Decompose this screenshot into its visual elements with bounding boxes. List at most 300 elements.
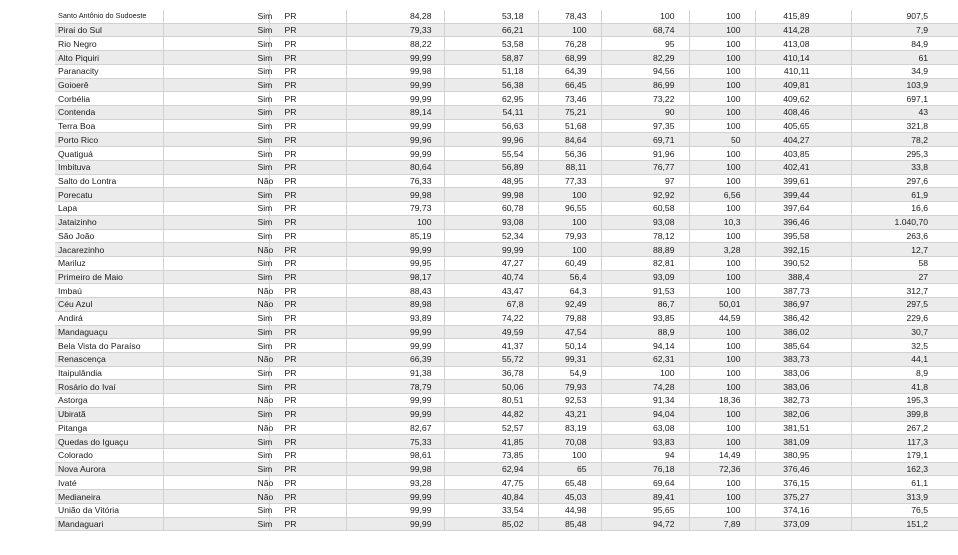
value-cell: 50,06 — [444, 380, 538, 394]
state-cell: PR — [269, 51, 346, 65]
table-row — [55, 380, 958, 394]
value-cell: 100 — [538, 243, 601, 257]
value-cell: 99,98 — [346, 462, 444, 476]
value-cell: 55,54 — [444, 147, 538, 161]
value-cell: 56,38 — [444, 78, 538, 92]
flag-cell: Sim — [163, 407, 269, 421]
value-cell: 697,1 — [851, 92, 958, 106]
value-cell: 297,6 — [851, 174, 958, 188]
value-cell: 86,7 — [601, 298, 689, 312]
value-cell: 405,65 — [755, 119, 851, 133]
value-cell: 409,81 — [755, 78, 851, 92]
state-cell: PR — [269, 270, 346, 284]
value-cell: 97 — [601, 174, 689, 188]
value-cell: 72,36 — [689, 462, 755, 476]
value-cell: 62,31 — [601, 352, 689, 366]
value-cell: 99,99 — [346, 325, 444, 339]
value-cell: 399,61 — [755, 174, 851, 188]
value-cell: 99,99 — [346, 517, 444, 531]
value-cell: 100 — [689, 490, 755, 504]
value-cell: 82,67 — [346, 421, 444, 435]
value-cell: 41,85 — [444, 435, 538, 449]
table-row — [55, 366, 958, 380]
flag-cell: Sim — [163, 256, 269, 270]
value-cell: 100 — [689, 325, 755, 339]
state-cell: PR — [269, 202, 346, 216]
value-cell: 94 — [601, 449, 689, 463]
value-cell: 64,39 — [538, 64, 601, 78]
value-cell: 56,4 — [538, 270, 601, 284]
flag-cell: Sim — [163, 64, 269, 78]
value-cell: 80,64 — [346, 160, 444, 174]
table-row — [55, 476, 958, 490]
value-cell: 51,18 — [444, 64, 538, 78]
value-cell: 62,95 — [444, 92, 538, 106]
value-cell: 76,77 — [601, 160, 689, 174]
value-cell: 383,73 — [755, 352, 851, 366]
table-row — [55, 51, 958, 65]
value-cell: 53,18 — [444, 10, 538, 23]
flag-cell: Não — [163, 174, 269, 188]
state-cell: PR — [269, 503, 346, 517]
value-cell: 90 — [601, 106, 689, 120]
value-cell: 100 — [689, 51, 755, 65]
table-row — [55, 490, 958, 504]
table-row — [55, 421, 958, 435]
value-cell: 100 — [689, 339, 755, 353]
flag-cell: Sim — [163, 160, 269, 174]
value-cell: 383,06 — [755, 366, 851, 380]
table-row — [55, 298, 958, 312]
value-cell: 100 — [689, 284, 755, 298]
value-cell: 7,89 — [689, 517, 755, 531]
table-row — [55, 133, 958, 147]
value-cell: 61,9 — [851, 188, 958, 202]
municipality-name: Mandaguari — [55, 517, 163, 531]
value-cell: 78,79 — [346, 380, 444, 394]
value-cell: 100 — [689, 119, 755, 133]
table-row — [55, 339, 958, 353]
value-cell: 53,58 — [444, 37, 538, 51]
value-cell: 43 — [851, 106, 958, 120]
value-cell: 63,08 — [601, 421, 689, 435]
state-cell: PR — [269, 215, 346, 229]
table-row — [55, 10, 958, 23]
municipality-name: Jataizinho — [55, 215, 163, 229]
value-cell: 73,22 — [601, 92, 689, 106]
value-cell: 75,21 — [538, 106, 601, 120]
value-cell: 390,52 — [755, 256, 851, 270]
value-cell: 399,44 — [755, 188, 851, 202]
value-cell: 100 — [601, 10, 689, 23]
value-cell: 907,5 — [851, 10, 958, 23]
value-cell: 380,95 — [755, 449, 851, 463]
value-cell: 91,38 — [346, 366, 444, 380]
state-cell: PR — [269, 462, 346, 476]
value-cell: 99,99 — [346, 503, 444, 517]
value-cell: 410,11 — [755, 64, 851, 78]
value-cell: 45,03 — [538, 490, 601, 504]
value-cell: 76,28 — [538, 37, 601, 51]
value-cell: 100 — [689, 229, 755, 243]
flag-cell: Não — [163, 284, 269, 298]
value-cell: 94,04 — [601, 407, 689, 421]
municipality-name: Lapa — [55, 202, 163, 216]
value-cell: 47,54 — [538, 325, 601, 339]
value-cell: 386,02 — [755, 325, 851, 339]
value-cell: 91,96 — [601, 147, 689, 161]
value-cell: 8,9 — [851, 366, 958, 380]
table-row — [55, 435, 958, 449]
flag-cell: Sim — [163, 325, 269, 339]
municipality-name: Terra Boa — [55, 119, 163, 133]
table-row — [55, 325, 958, 339]
municipality-name: Céu Azul — [55, 298, 163, 312]
municipality-name: Santo Antônio do Sudoeste — [55, 10, 163, 23]
value-cell: 52,57 — [444, 421, 538, 435]
municipality-name: Quatiguá — [55, 147, 163, 161]
municipality-name: Alto Piquiri — [55, 51, 163, 65]
value-cell: 92,53 — [538, 394, 601, 408]
value-cell: 77,33 — [538, 174, 601, 188]
value-cell: 10,3 — [689, 215, 755, 229]
municipality-name: Corbélia — [55, 92, 163, 106]
flag-cell: Sim — [163, 229, 269, 243]
value-cell: 99,99 — [346, 119, 444, 133]
value-cell: 27 — [851, 270, 958, 284]
state-cell: PR — [269, 23, 346, 37]
flag-cell: Não — [163, 298, 269, 312]
state-cell: PR — [269, 37, 346, 51]
value-cell: 73,46 — [538, 92, 601, 106]
value-cell: 408,46 — [755, 106, 851, 120]
value-cell: 410,14 — [755, 51, 851, 65]
value-cell: 50 — [689, 133, 755, 147]
value-cell: 65 — [538, 462, 601, 476]
municipality-name: Astorga — [55, 394, 163, 408]
value-cell: 397,64 — [755, 202, 851, 216]
flag-cell: Sim — [163, 119, 269, 133]
value-cell: 94,72 — [601, 517, 689, 531]
value-cell: 82,29 — [601, 51, 689, 65]
value-cell: 392,15 — [755, 243, 851, 257]
value-cell: 94,14 — [601, 339, 689, 353]
value-cell: 99,96 — [444, 133, 538, 147]
value-cell: 373,09 — [755, 517, 851, 531]
table-row — [55, 92, 958, 106]
value-cell: 404,27 — [755, 133, 851, 147]
table-row — [55, 64, 958, 78]
state-cell: PR — [269, 284, 346, 298]
value-cell: 375,27 — [755, 490, 851, 504]
table-row — [55, 119, 958, 133]
value-cell: 381,51 — [755, 421, 851, 435]
state-cell: PR — [269, 517, 346, 531]
flag-cell: Sim — [163, 37, 269, 51]
value-cell: 92,92 — [601, 188, 689, 202]
value-cell: 36,78 — [444, 366, 538, 380]
value-cell: 78,43 — [538, 10, 601, 23]
flag-cell: Sim — [163, 92, 269, 106]
table-row — [55, 202, 958, 216]
value-cell: 40,84 — [444, 490, 538, 504]
value-cell: 100 — [689, 160, 755, 174]
value-cell: 388,4 — [755, 270, 851, 284]
flag-cell: Sim — [163, 449, 269, 463]
value-cell: 100 — [689, 407, 755, 421]
value-cell: 100 — [689, 503, 755, 517]
state-cell: PR — [269, 449, 346, 463]
value-cell: 99,99 — [346, 407, 444, 421]
value-cell: 100 — [689, 78, 755, 92]
value-cell: 151,2 — [851, 517, 958, 531]
value-cell: 18,36 — [689, 394, 755, 408]
value-cell: 76,5 — [851, 503, 958, 517]
table-row — [55, 160, 958, 174]
value-cell: 66,39 — [346, 352, 444, 366]
state-cell: PR — [269, 366, 346, 380]
municipality-name: Jacarezinho — [55, 243, 163, 257]
value-cell: 100 — [689, 476, 755, 490]
value-cell: 52,34 — [444, 229, 538, 243]
value-cell: 85,19 — [346, 229, 444, 243]
value-cell: 88,11 — [538, 160, 601, 174]
table-row — [55, 270, 958, 284]
value-cell: 7,9 — [851, 23, 958, 37]
value-cell: 61 — [851, 51, 958, 65]
value-cell: 100 — [689, 380, 755, 394]
municipality-name: Porto Rico — [55, 133, 163, 147]
value-cell: 295,3 — [851, 147, 958, 161]
value-cell: 68,74 — [601, 23, 689, 37]
state-cell: PR — [269, 435, 346, 449]
value-cell: 383,06 — [755, 380, 851, 394]
value-cell: 76,18 — [601, 462, 689, 476]
value-cell: 89,41 — [601, 490, 689, 504]
value-cell: 88,9 — [601, 325, 689, 339]
value-cell: 117,3 — [851, 435, 958, 449]
state-cell: PR — [269, 64, 346, 78]
table-row — [55, 243, 958, 257]
value-cell: 403,85 — [755, 147, 851, 161]
value-cell: 100 — [689, 421, 755, 435]
state-cell: PR — [269, 256, 346, 270]
value-cell: 56,63 — [444, 119, 538, 133]
flag-cell: Sim — [163, 380, 269, 394]
value-cell: 395,58 — [755, 229, 851, 243]
value-cell: 79,93 — [538, 229, 601, 243]
table-row — [55, 407, 958, 421]
value-cell: 32,5 — [851, 339, 958, 353]
flag-cell: Não — [163, 476, 269, 490]
municipality-name: Paranacity — [55, 64, 163, 78]
municipality-name: Porecatu — [55, 188, 163, 202]
value-cell: 85,02 — [444, 517, 538, 531]
municipality-name: União da Vitória — [55, 503, 163, 517]
value-cell: 396,46 — [755, 215, 851, 229]
value-cell: 297,5 — [851, 298, 958, 312]
value-cell: 62,94 — [444, 462, 538, 476]
value-cell: 103,9 — [851, 78, 958, 92]
value-cell: 99,99 — [444, 243, 538, 257]
value-cell: 98,17 — [346, 270, 444, 284]
value-cell: 100 — [538, 449, 601, 463]
state-cell: PR — [269, 490, 346, 504]
value-cell: 321,8 — [851, 119, 958, 133]
value-cell: 96,55 — [538, 202, 601, 216]
value-cell: 78,2 — [851, 133, 958, 147]
municipality-name: Nova Aurora — [55, 462, 163, 476]
table-row — [55, 311, 958, 325]
value-cell: 100 — [538, 188, 601, 202]
state-cell: PR — [269, 243, 346, 257]
value-cell: 58 — [851, 256, 958, 270]
flag-cell: Sim — [163, 10, 269, 23]
value-cell: 313,9 — [851, 490, 958, 504]
value-cell: 54,11 — [444, 106, 538, 120]
value-cell: 99,98 — [346, 188, 444, 202]
state-cell: PR — [269, 10, 346, 23]
value-cell: 56,89 — [444, 160, 538, 174]
value-cell: 12,7 — [851, 243, 958, 257]
municipality-name: Medianeira — [55, 490, 163, 504]
value-cell: 100 — [346, 215, 444, 229]
municipality-name: Ivaté — [55, 476, 163, 490]
value-cell: 381,09 — [755, 435, 851, 449]
table-row — [55, 256, 958, 270]
flag-cell: Sim — [163, 311, 269, 325]
value-cell: 100 — [689, 37, 755, 51]
value-cell: 385,64 — [755, 339, 851, 353]
municipality-name: Contenda — [55, 106, 163, 120]
value-cell: 88,43 — [346, 284, 444, 298]
state-cell: PR — [269, 160, 346, 174]
table-row — [55, 517, 958, 531]
value-cell: 43,47 — [444, 284, 538, 298]
value-cell: 89,14 — [346, 106, 444, 120]
value-cell: 100 — [689, 23, 755, 37]
table-row — [55, 174, 958, 188]
table-row — [55, 352, 958, 366]
municipality-name: São João — [55, 229, 163, 243]
flag-cell: Não — [163, 421, 269, 435]
value-cell: 79,93 — [538, 380, 601, 394]
value-cell: 386,97 — [755, 298, 851, 312]
value-cell: 30,7 — [851, 325, 958, 339]
flag-cell: Sim — [163, 106, 269, 120]
value-cell: 93,89 — [346, 311, 444, 325]
value-cell: 79,88 — [538, 311, 601, 325]
value-cell: 100 — [689, 435, 755, 449]
value-cell: 387,73 — [755, 284, 851, 298]
municipality-name: Pirai do Sul — [55, 23, 163, 37]
value-cell: 92,49 — [538, 298, 601, 312]
value-cell: 33,54 — [444, 503, 538, 517]
value-cell: 79,73 — [346, 202, 444, 216]
value-cell: 179,1 — [851, 449, 958, 463]
municipality-name: Goioerê — [55, 78, 163, 92]
value-cell: 99,99 — [346, 147, 444, 161]
value-cell: 69,64 — [601, 476, 689, 490]
value-cell: 41,8 — [851, 380, 958, 394]
flag-cell: Sim — [163, 462, 269, 476]
value-cell: 93,08 — [444, 215, 538, 229]
value-cell: 48,95 — [444, 174, 538, 188]
value-cell: 97,35 — [601, 119, 689, 133]
municipality-name: Itaipulândia — [55, 366, 163, 380]
table-body — [55, 10, 958, 531]
value-cell: 40,74 — [444, 270, 538, 284]
flag-cell: Não — [163, 490, 269, 504]
value-cell: 263,6 — [851, 229, 958, 243]
value-cell: 399,8 — [851, 407, 958, 421]
value-cell: 99,96 — [346, 133, 444, 147]
value-cell: 66,21 — [444, 23, 538, 37]
value-cell: 84,64 — [538, 133, 601, 147]
municipality-name: Imbituva — [55, 160, 163, 174]
value-cell: 409,62 — [755, 92, 851, 106]
table-row — [55, 462, 958, 476]
value-cell: 402,41 — [755, 160, 851, 174]
table-row — [55, 284, 958, 298]
value-cell: 74,28 — [601, 380, 689, 394]
state-cell: PR — [269, 394, 346, 408]
value-cell: 100 — [538, 215, 601, 229]
state-cell: PR — [269, 421, 346, 435]
municipality-name: Ubiratã — [55, 407, 163, 421]
value-cell: 100 — [689, 10, 755, 23]
value-cell: 43,21 — [538, 407, 601, 421]
municipality-name: Mariluz — [55, 256, 163, 270]
value-cell: 88,89 — [601, 243, 689, 257]
state-cell: PR — [269, 119, 346, 133]
value-cell: 93,83 — [601, 435, 689, 449]
flag-cell: Sim — [163, 202, 269, 216]
value-cell: 54,9 — [538, 366, 601, 380]
value-cell: 415,89 — [755, 10, 851, 23]
value-cell: 100 — [689, 92, 755, 106]
value-cell: 47,75 — [444, 476, 538, 490]
value-cell: 79,33 — [346, 23, 444, 37]
value-cell: 99,98 — [346, 64, 444, 78]
value-cell: 100 — [601, 366, 689, 380]
value-cell: 66,45 — [538, 78, 601, 92]
value-cell: 44,1 — [851, 352, 958, 366]
value-cell: 50,14 — [538, 339, 601, 353]
value-cell: 16,6 — [851, 202, 958, 216]
value-cell: 100 — [689, 202, 755, 216]
value-cell: 100 — [689, 64, 755, 78]
value-cell: 93,08 — [601, 215, 689, 229]
value-cell: 312,7 — [851, 284, 958, 298]
value-cell: 74,22 — [444, 311, 538, 325]
value-cell: 100 — [689, 174, 755, 188]
flag-cell: Sim — [163, 503, 269, 517]
value-cell: 98,61 — [346, 449, 444, 463]
value-cell: 100 — [689, 106, 755, 120]
value-cell: 162,3 — [851, 462, 958, 476]
value-cell: 84,28 — [346, 10, 444, 23]
value-cell: 44,98 — [538, 503, 601, 517]
value-cell: 83,19 — [538, 421, 601, 435]
value-cell: 75,33 — [346, 435, 444, 449]
municipality-name: Imbaú — [55, 284, 163, 298]
state-cell: PR — [269, 106, 346, 120]
value-cell: 47,27 — [444, 256, 538, 270]
value-cell: 3,28 — [689, 243, 755, 257]
value-cell: 56,36 — [538, 147, 601, 161]
table-row — [55, 37, 958, 51]
